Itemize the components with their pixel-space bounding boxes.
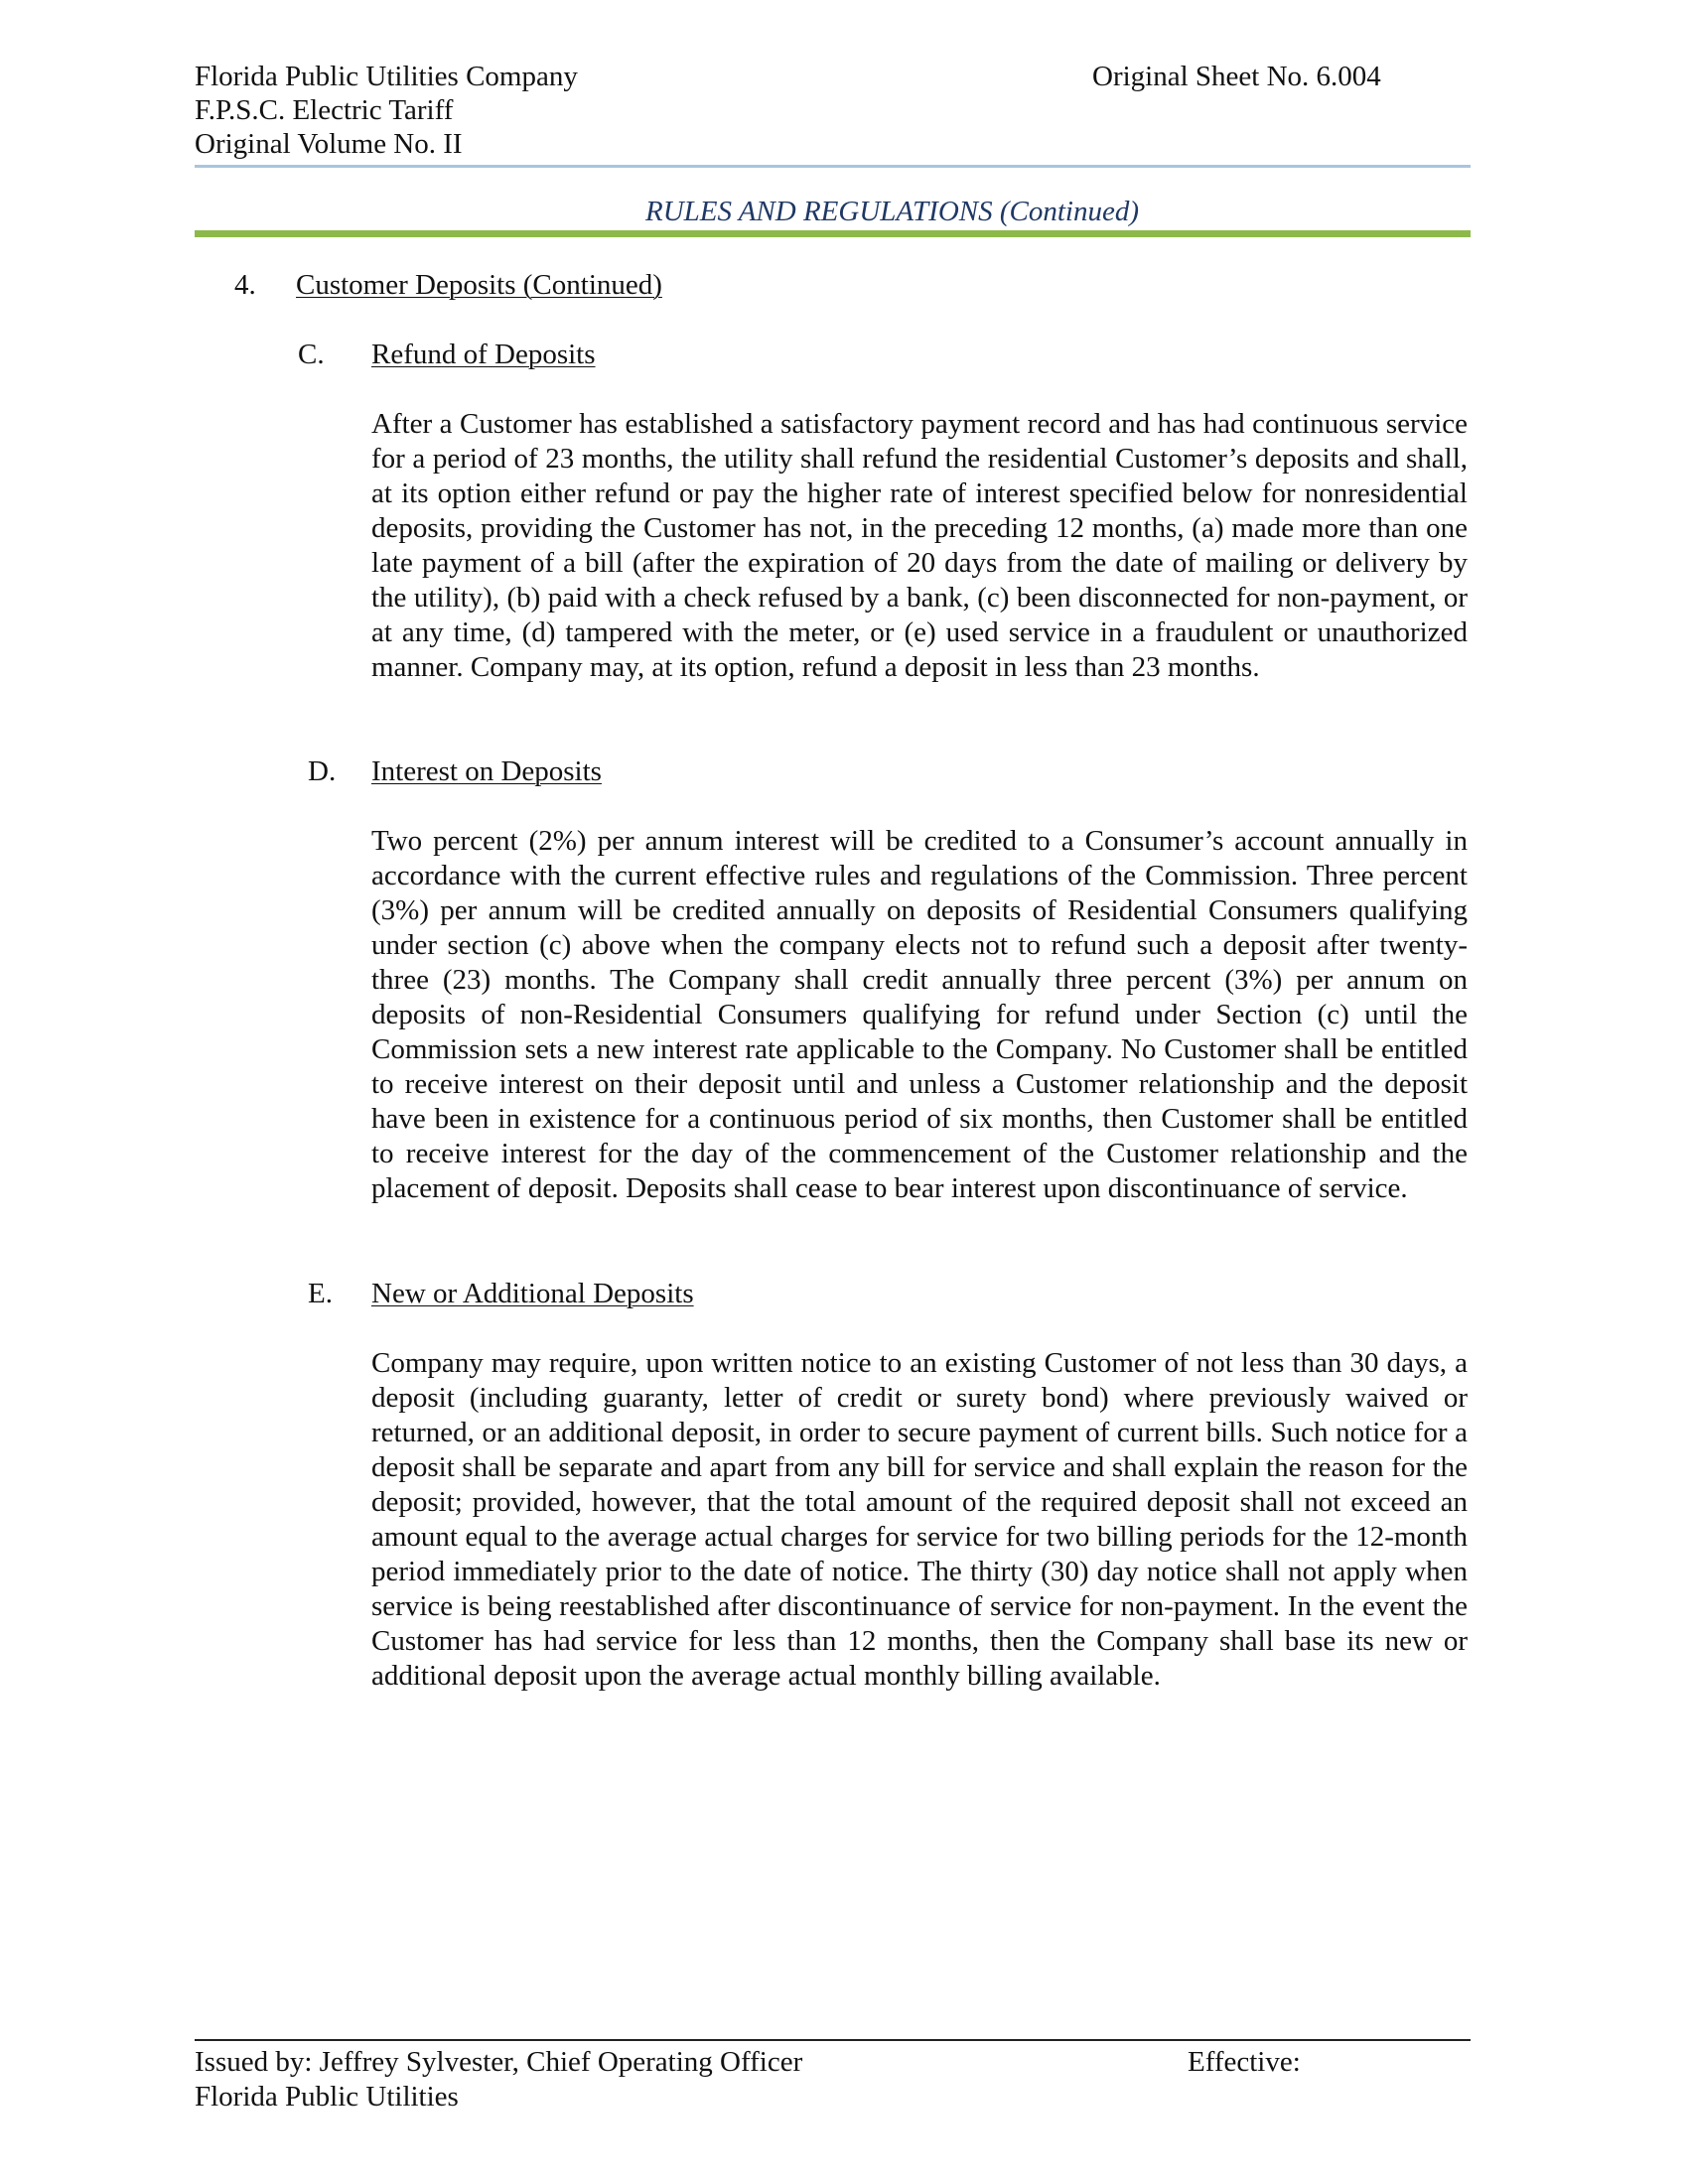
subsection-title: Refund of Deposits xyxy=(371,339,596,370)
footer-divider xyxy=(195,2039,1471,2041)
rule-number: 4. xyxy=(234,269,256,301)
header-volume: Original Volume No. II xyxy=(195,128,463,160)
subsection-heading-e xyxy=(308,1277,1102,1310)
subsection-text-e: Company may require, upon written notice to an existing Customer of not less than 30 days, a deposit (including guaranty, letter of credit or surety bond) where previously waived or returned, or an additional deposit, in order to secure payment of current bills. Such notice for a deposit shall be separate and apart from any bill for service and shall explain the reason for the deposit; provided, however, that the total amount of the required deposit shall not exceed an amount equal to the average actual charges for service for two billing periods for the 12-month period immediately prior to the date of notice. The thirty (30) day notice shall not apply when service is being reestablished after discontinuance of service for non-payment. In the event the Customer has had service for less than 12 months, then the Company shall base its new or additional deposit upon the average actual monthly billing available. xyxy=(371,1347,1468,1692)
subsection-letter: C. xyxy=(298,339,325,370)
subsection-title: New or Additional Deposits xyxy=(371,1278,694,1309)
header-tariff: F.P.S.C. Electric Tariff xyxy=(195,94,454,126)
header-divider-blue xyxy=(195,165,1471,168)
subsection-letter: E. xyxy=(308,1278,333,1309)
footer-issued-by: Issued by: Jeffrey Sylvester, Chief Operating Officer xyxy=(195,2046,803,2078)
subsection-letter: D. xyxy=(308,755,337,787)
subsection-text-c: After a Customer has established a satisfactory payment record and has had continuous service for a period of 23 months, the utility shall refund the residential Customer’s deposits and shall, at its option either refund or pay the higher rate of interest specified below for nonresidential deposits, providing the Customer has not, in the preceding 12 months, (a) made more than one late payment of a bill (after the expiration of 20 days from the date of mailing or delivery by the utility), (b) paid with a check refused by a bank, (c) been disconnected for non-payment, or at any time, (d) tampered with the meter, or (e) used service in a fraudulent or unauthorized manner. Company may, at its option, refund a deposit in less than 23 months. xyxy=(371,408,1468,683)
section-title: RULES AND REGULATIONS (Continued) xyxy=(644,196,1140,227)
header-sheet-number: Original Sheet No. 6.004 xyxy=(1092,61,1381,92)
subsection-text-d: Two percent (2%) per annum interest will be credited to a Consumer’s account annually in accordance with the current effective rules and regulations of the Commission. Three percent (3%) per annum will be credited annually on deposits of Residential Consumers qualifying under section (c) above when the company elects not to refund such a deposit after twenty-three (23) months. The Company shall credit annually three percent (3%) per annum on deposits of non-Residential Consumers qualifying for refund under Section (c) until the Commission sets a new interest rate applicable to the Company. No Customer shall be entitled to receive interest on their deposit until and unless a Customer relationship and the deposit have been in existence for a continuous period of six months, then Customer shall be entitled to receive interest for the day of the commencement of the Customer relationship and the placement of deposit. Deposits shall cease to bear interest upon discontinuance of service. xyxy=(371,825,1468,1204)
subsection-heading-c xyxy=(298,338,1092,371)
subsection-title: Interest on Deposits xyxy=(371,755,602,787)
header-company: Florida Public Utilities Company xyxy=(195,61,578,92)
subsection-heading-d xyxy=(308,754,1102,788)
footer-company: Florida Public Utilities xyxy=(195,2081,459,2113)
header-divider-green xyxy=(195,230,1471,237)
rule-title: Customer Deposits (Continued) xyxy=(296,269,662,301)
rule-heading xyxy=(234,268,1029,302)
footer-effective-label: Effective: xyxy=(1188,2046,1301,2078)
